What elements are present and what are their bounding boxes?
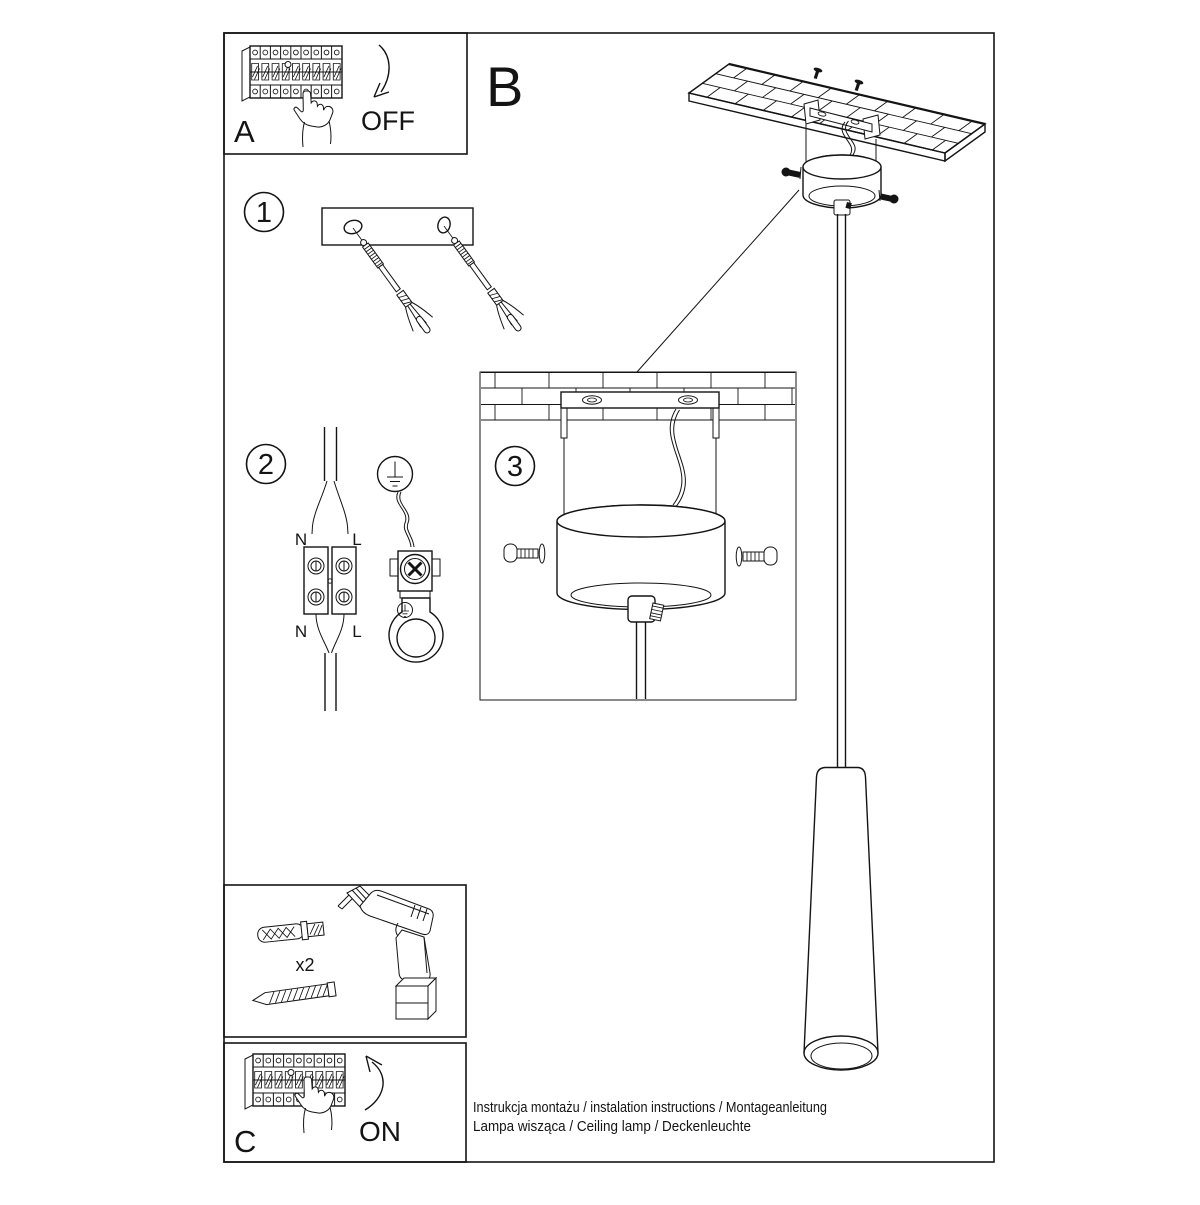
footer-text-line1: Instrukcja montażu / instalation instructions / Montageanleitung	[473, 1100, 827, 1116]
mounting-screw-left-icon	[782, 167, 802, 179]
ground-symbol-icon	[378, 457, 413, 492]
wire-label-l-top: L	[352, 530, 362, 549]
arrow-up-icon	[365, 1056, 383, 1110]
wire-label-l-bottom: L	[352, 622, 362, 641]
anchor-quantity-label: x2	[295, 955, 315, 975]
footer-text-line2: Lampa wisząca / Ceiling lamp / Deckenleuchte	[473, 1119, 751, 1135]
screw-anchor-icon	[434, 219, 529, 337]
tools-box	[224, 885, 466, 1037]
wall-anchor-icon	[257, 920, 325, 945]
ceiling-slab-drawing	[689, 64, 985, 161]
step-2	[247, 427, 444, 711]
canopy-drawing	[782, 155, 899, 215]
slab-screws	[811, 67, 864, 92]
drill-icon	[338, 886, 436, 1019]
breaker-box-c	[224, 1043, 466, 1162]
section-label-b: B	[486, 55, 524, 118]
arrow-down-icon	[374, 45, 389, 97]
step-1	[245, 193, 530, 340]
side-screw-right-icon	[736, 547, 777, 566]
pendant-cable	[838, 214, 846, 767]
wire-label-n-top: N	[294, 530, 308, 549]
section-label-c: C	[234, 1124, 257, 1159]
ground-clamp-drawing	[389, 551, 443, 662]
side-screw-left-icon	[504, 544, 545, 563]
mounting-plate-drawing	[322, 208, 473, 245]
pendant-lamp-drawing	[804, 768, 878, 1071]
ground-wire	[397, 492, 414, 547]
wire-label-n-bottom: N	[294, 622, 308, 641]
pointing-hand-icon	[294, 91, 333, 147]
section-label-a: A	[234, 114, 255, 149]
cord-grip-detail-drawing	[628, 596, 664, 699]
step-1-number: 1	[255, 197, 273, 229]
detail-box-3	[480, 372, 796, 700]
pointer-line	[637, 190, 799, 372]
mounting-screw-right-icon	[879, 190, 899, 204]
screw-icon	[252, 982, 336, 1007]
circuit-breaker-icon	[242, 46, 342, 101]
power-cable-drawing	[312, 427, 348, 711]
canopy-detail-drawing	[557, 505, 725, 610]
step-3-number: 3	[506, 451, 524, 483]
breaker-box-a	[224, 33, 467, 154]
terminal-block-drawing	[304, 547, 356, 614]
screw-anchor-icon	[343, 221, 438, 339]
step-2-number: 2	[257, 449, 275, 481]
on-label: ON	[359, 1116, 401, 1147]
off-label: OFF	[361, 106, 415, 136]
